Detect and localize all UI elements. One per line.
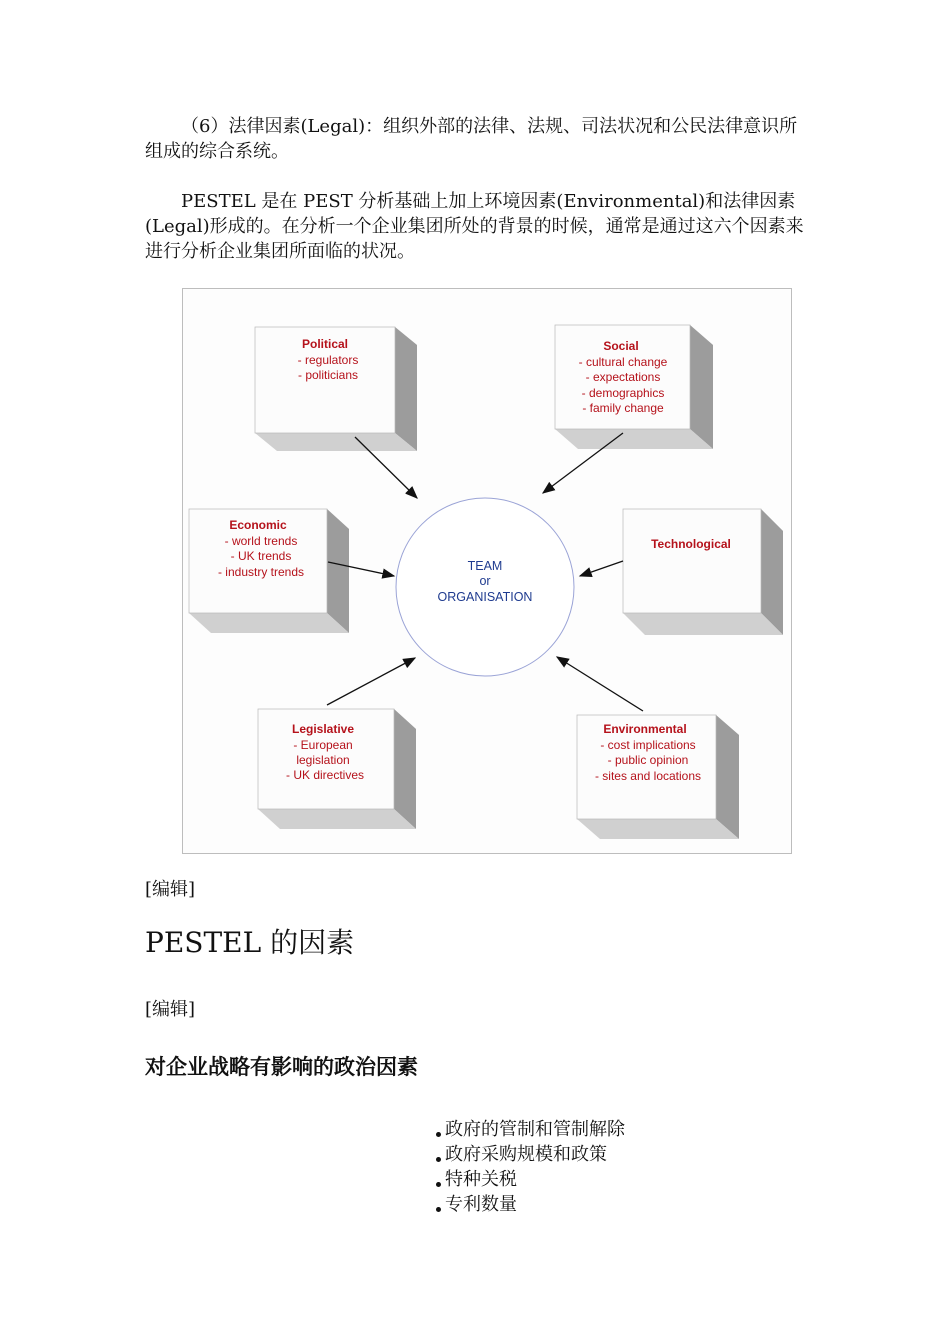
technological-box (623, 509, 783, 635)
economic-item: - world trends (224, 534, 298, 548)
social-item: - family change (582, 401, 664, 415)
economic-box (189, 509, 349, 633)
list-item (436, 1142, 625, 1167)
economic-item: - industry trends (217, 565, 305, 579)
bullet-icon (436, 1157, 441, 1162)
environmental-title: Environmental (603, 722, 687, 736)
bullet-icon (436, 1132, 441, 1137)
legislative-box (258, 709, 416, 829)
environmental-item: - public opinion (607, 753, 689, 767)
arrow-legislative (327, 658, 415, 705)
center-circle (396, 498, 574, 676)
legislative-item: - UK directives (285, 768, 365, 782)
list-item (436, 1192, 625, 1217)
economic-item: - UK trends (230, 549, 292, 563)
political-box (255, 327, 417, 451)
subsection-heading: 对企业战略有影响的政治因素 (145, 1054, 418, 1079)
technological-title: Technological (651, 537, 731, 551)
center-label: ORGANISATION (437, 590, 533, 604)
legal-factor-paragraph: （6）法律因素(Legal)：组织外部的法律、法规、司法状况和公民法律意识所组成的综合系统。 (145, 116, 798, 162)
environmental-item: - cost implications (600, 738, 696, 752)
list-item (436, 1167, 625, 1192)
list-item-text: 政府采购规模和政策 (445, 1144, 607, 1165)
environmental-box (577, 715, 739, 839)
political-title: Political (301, 337, 349, 351)
political-item: - regulators (297, 353, 359, 367)
list-item-text: 专利数量 (445, 1194, 517, 1215)
arrow-environmental (557, 657, 643, 711)
social-item: - demographics (581, 386, 665, 400)
edit-link[interactable]: [编辑] (145, 879, 196, 900)
bullet-icon (436, 1207, 441, 1212)
political-factors-list (436, 1117, 625, 1217)
social-item: - cultural change (578, 355, 668, 369)
bullet-icon (436, 1182, 441, 1187)
legislative-title: Legislative (291, 722, 355, 736)
list-item-text: 政府的管制和管制解除 (445, 1119, 625, 1140)
social-item: - expectations (585, 370, 661, 384)
legislative-item: legislation (296, 753, 350, 767)
economic-title: Economic (229, 518, 287, 532)
social-box (555, 325, 713, 449)
pestel-intro-paragraph: PESTEL 是在 PEST 分析基础上加上环境因素(Environmental)和法律因素(Legal)形成的。在分析一个企业集团所处的背景的时候，通常是通过这六个因素来进行分析企业集团所面临的状况。 (145, 191, 804, 262)
list-item (436, 1117, 625, 1142)
pestel-diagram (182, 288, 792, 854)
list-item-text: 特种关税 (445, 1169, 517, 1190)
arrow-technological (580, 561, 623, 576)
social-title: Social (603, 339, 639, 353)
legislative-item: - European (293, 738, 353, 752)
political-item: - politicians (297, 368, 359, 382)
environmental-item: - sites and locations (594, 769, 702, 783)
center-label: TEAM (467, 559, 503, 573)
center-label: or (479, 574, 491, 588)
edit-link[interactable]: [编辑] (145, 999, 196, 1020)
section-heading: PESTEL 的因素 (145, 926, 355, 959)
